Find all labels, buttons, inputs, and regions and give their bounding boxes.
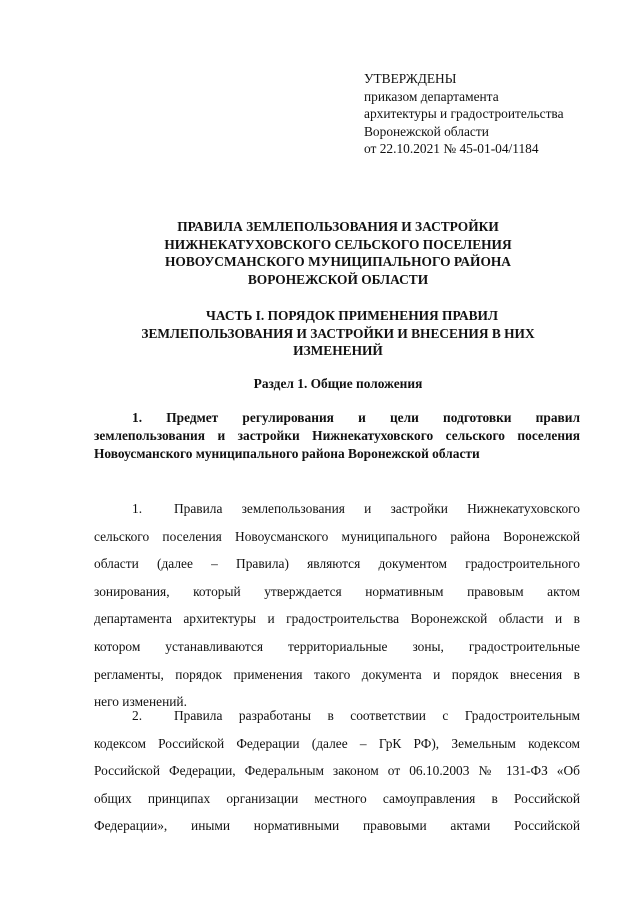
paragraph-text: Правила разработаны в соответствии с Градостроительным	[174, 708, 580, 723]
article-heading-line: Новоусманского муниципального района Воронежской области	[94, 445, 480, 461]
paragraph-line: сельского поселения Новоусманского муниципального района Воронежской	[94, 528, 580, 544]
part-heading-line: ЧАСТЬ I. ПОРЯДОК ПРИМЕНЕНИЯ ПРАВИЛ	[206, 308, 498, 323]
paragraph-line	[94, 495, 580, 523]
paragraph-line: области (далее – Правила) являются документом градостроительного	[94, 556, 580, 572]
article-heading	[94, 409, 580, 462]
article-heading-line: землепользования и застройки Нижнекатуховского сельского поселения	[94, 427, 580, 443]
approval-line: архитектуры и градостроительства	[364, 106, 564, 121]
approval-line: приказом департамента	[364, 88, 499, 104]
paragraph-line: общих принципах организации местного самоуправления в Российской	[94, 790, 580, 806]
paragraph-line: котором устанавливаются территориальные зоны, градостроительные	[94, 638, 580, 654]
document-title	[96, 218, 580, 288]
paragraph-1	[94, 495, 580, 716]
paragraph-number: 1.	[132, 501, 143, 516]
approval-heading: УТВЕРЖДЕНЫ	[364, 71, 457, 86]
paragraph-line: регламенты, порядок применения такого документа и порядок внесения в	[94, 666, 580, 682]
paragraph-line: зонирования, который утверждается нормативным правовым актом	[94, 583, 580, 599]
document-title-line: ВОРОНЕЖСКОЙ ОБЛАСТИ	[247, 271, 429, 287]
paragraph-number: 2.	[132, 708, 143, 723]
document-title-line: НИЖНЕКАТУХОВСКОГО СЕЛЬСКОГО ПОСЕЛЕНИЯ	[164, 236, 512, 252]
section-heading: Раздел 1. Общие положения	[253, 376, 423, 391]
paragraph-line: него изменений.	[94, 694, 187, 710]
document-title-line: ПРАВИЛА ЗЕМЛЕПОЛЬЗОВАНИЯ И ЗАСТРОЙКИ	[177, 219, 499, 234]
approval-stamp	[364, 70, 614, 158]
paragraph-line	[94, 702, 580, 730]
article-heading-line: 1. Предмет регулирования и цели подготовки правил	[132, 410, 580, 425]
approval-date-number: от 22.10.2021 № 45-01-04/1184	[364, 141, 539, 156]
paragraph-2	[94, 702, 580, 840]
part-heading	[96, 307, 580, 360]
paragraph-line: Российской Федерации, Федеральным законом от 06.10.2003 № 131-ФЗ «Об	[94, 763, 580, 779]
paragraph-line: департамента архитектуры и градостроительства Воронежской области и в	[94, 611, 580, 627]
part-heading-line: ИЗМЕНЕНИЙ	[293, 343, 383, 358]
paragraph-line: Федерации», иными нормативными правовыми актами Российской	[94, 818, 580, 834]
paragraph-line: кодексом Российской Федерации (далее – ГрК РФ), Земельным кодексом	[94, 735, 580, 751]
approval-line: Воронежской области	[364, 123, 489, 139]
part-heading-line: ЗЕМЛЕПОЛЬЗОВАНИЯ И ЗАСТРОЙКИ И ВНЕСЕНИЯ В НИХ	[141, 325, 535, 341]
document-title-line: НОВОУСМАНСКОГО МУНИЦИПАЛЬНОГО РАЙОНА	[165, 254, 511, 269]
paragraph-text: Правила землепользования и застройки Нижнекатуховского	[174, 501, 580, 516]
